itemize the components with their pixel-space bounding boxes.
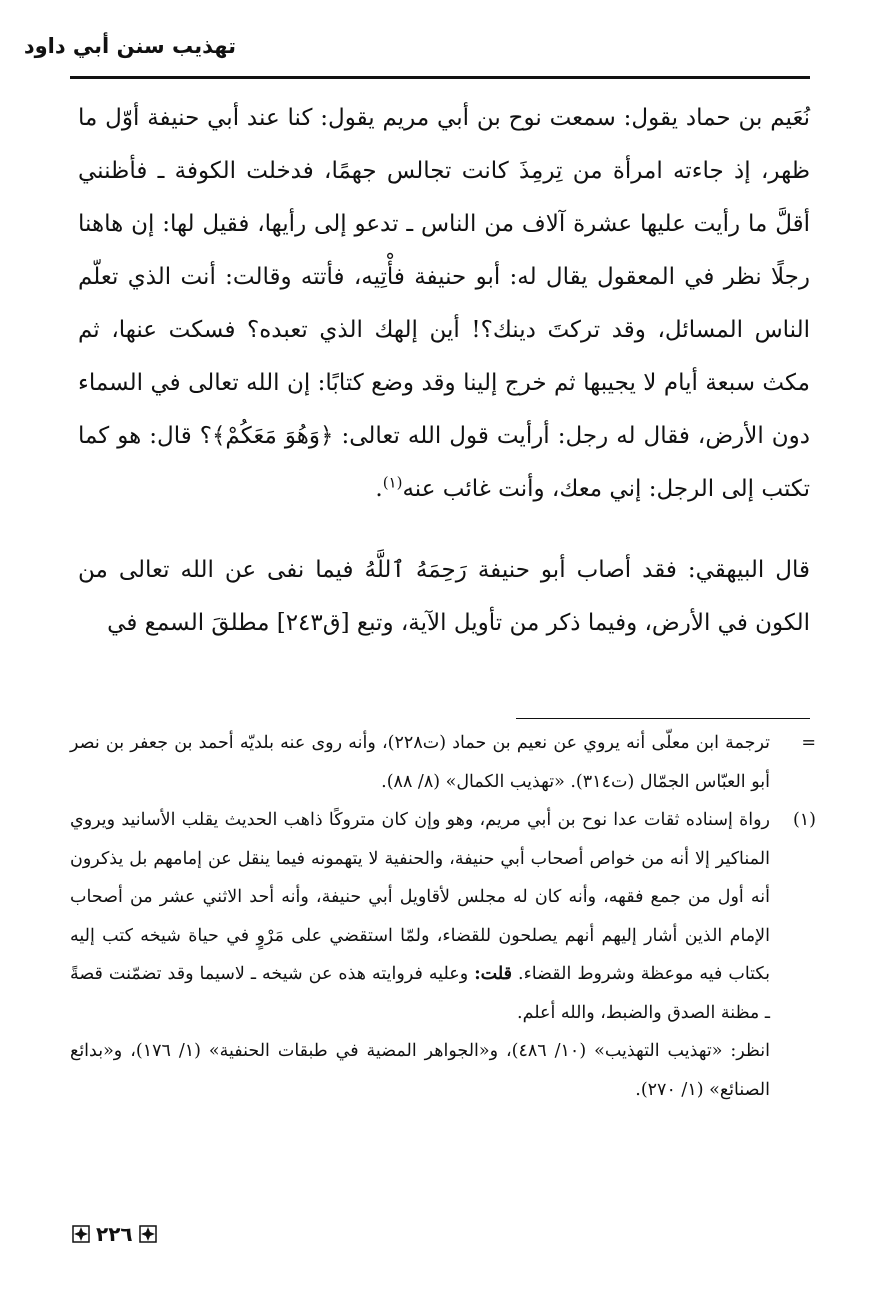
footnote-text: ترجمة ابن معلّى أنه يروي عن نعيم بن حماد (ت٢٢٨)، وأنه روى عنه بلديّه أحمد بن جعفر بن نصر أبو العبّاس الجمّال (ت٣١٤). «تهذيب الكمال» (٨/ ٨٨). xyxy=(70,733,770,792)
main-text xyxy=(78,92,810,650)
header-rule xyxy=(70,76,810,79)
footnote-number: (١) xyxy=(792,810,816,830)
star-ornament-icon xyxy=(139,1225,157,1243)
footnote-continuation-marker: = xyxy=(801,733,816,753)
footnote-text-main: رواة إسناده ثقات عدا نوح بن أبي مريم، وهو وإن كان متروكًا ذاهب الحديث يقلب الأسانيد ويروي المناكير إلا أنه من خواص أصحاب أبي حنيفة، والحنفية لا يتهمونه فيما ينقل عن إمامهم بل يذكرون أنه أول من جمع فقهه، وأنه كان له مجلس لأقاويل أبي حنيفة، وأنه أحد الاثني عشر من أصحاب الإمام الذين أشار إليهم أنهم يصلحون للقضاء، ولمّا استقضي على مَرْوٍ في حياة شيخه كتب إليه بكتاب فيه موعظة وشروط القضاء. xyxy=(70,810,770,984)
main-paragraph: قال البيهقي: فقد أصاب أبو حنيفة رَحِمَهُ ٱللَّهُ فيما نفى عن الله تعالى من الكون في الأرض، وفيما ذكر من تأويل الآية، وتبع [ق٢٤٣] مطلقَ السمع في xyxy=(78,557,810,636)
footnote-text xyxy=(70,801,770,1032)
sentence-end: . xyxy=(375,476,383,502)
main-paragraph xyxy=(78,92,810,516)
qult-label: قلت: xyxy=(474,964,512,984)
footnote-references: انظر: «تهذيب التهذيب» (١٠/ ٤٨٦)، و«الجواهر المضية في طبقات الحنفية» (١/ ١٧٦)، و«بدائع الصنائع» (١/ ٢٧٠). xyxy=(70,1041,771,1100)
footnote-text-qult: وعليه فروايته هذه عن شيخه ـ لاسيما وقد تضمّنت قصةً ـ مظنة الصدق والضبط، والله أعلم. xyxy=(70,964,770,1023)
running-header-title: تهذيب سنن أبي داود xyxy=(23,34,236,58)
footnote-continued xyxy=(70,724,816,801)
page-number-block xyxy=(72,1222,157,1246)
footnote-separator xyxy=(516,718,810,719)
footnote-reference[interactable]: (١) xyxy=(382,473,403,492)
main-paragraph-text: نُعَيم بن حماد يقول: سمعت نوح بن أبي مريم يقول: كنا عند أبي حنيفة أوّل ما ظهر، إذ جاءته امرأة من تِرمِذَ كانت تجالس جهمًا، فدخلت الكوفة ـ فأظنني أقلَّ ما رأيت عليها عشرة آلاف من الناس ـ تدعو إلى رأيها، فقيل لها: إن هاهنا رجلًا نظر في المعقول يقال له: أبو حنيفة فأْتِيه، فأتته وقالت: أنت الذي تعلّم الناس المسائل، وقد تركتَ دينك؟! أين إلهك الذي تعبده؟ فسكت عنها، ثم مكث سبعة أيام لا يجيبها ثم خرج إلينا وقد وضع كتابًا: إن الله تعالى في السماء دون الأرض، فقال له رجل: أرأيت قول الله تعالى: ﴿وَهُوَ مَعَكُمْ﴾؟ قال: هو كما تكتب إلى الرجل: إني معك، وأنت غائب عنه xyxy=(78,105,810,502)
footnote-1 xyxy=(70,801,816,1032)
star-ornament-icon xyxy=(72,1225,90,1243)
footnotes xyxy=(70,724,816,1109)
page-number: ٢٢٦ xyxy=(96,1222,133,1246)
